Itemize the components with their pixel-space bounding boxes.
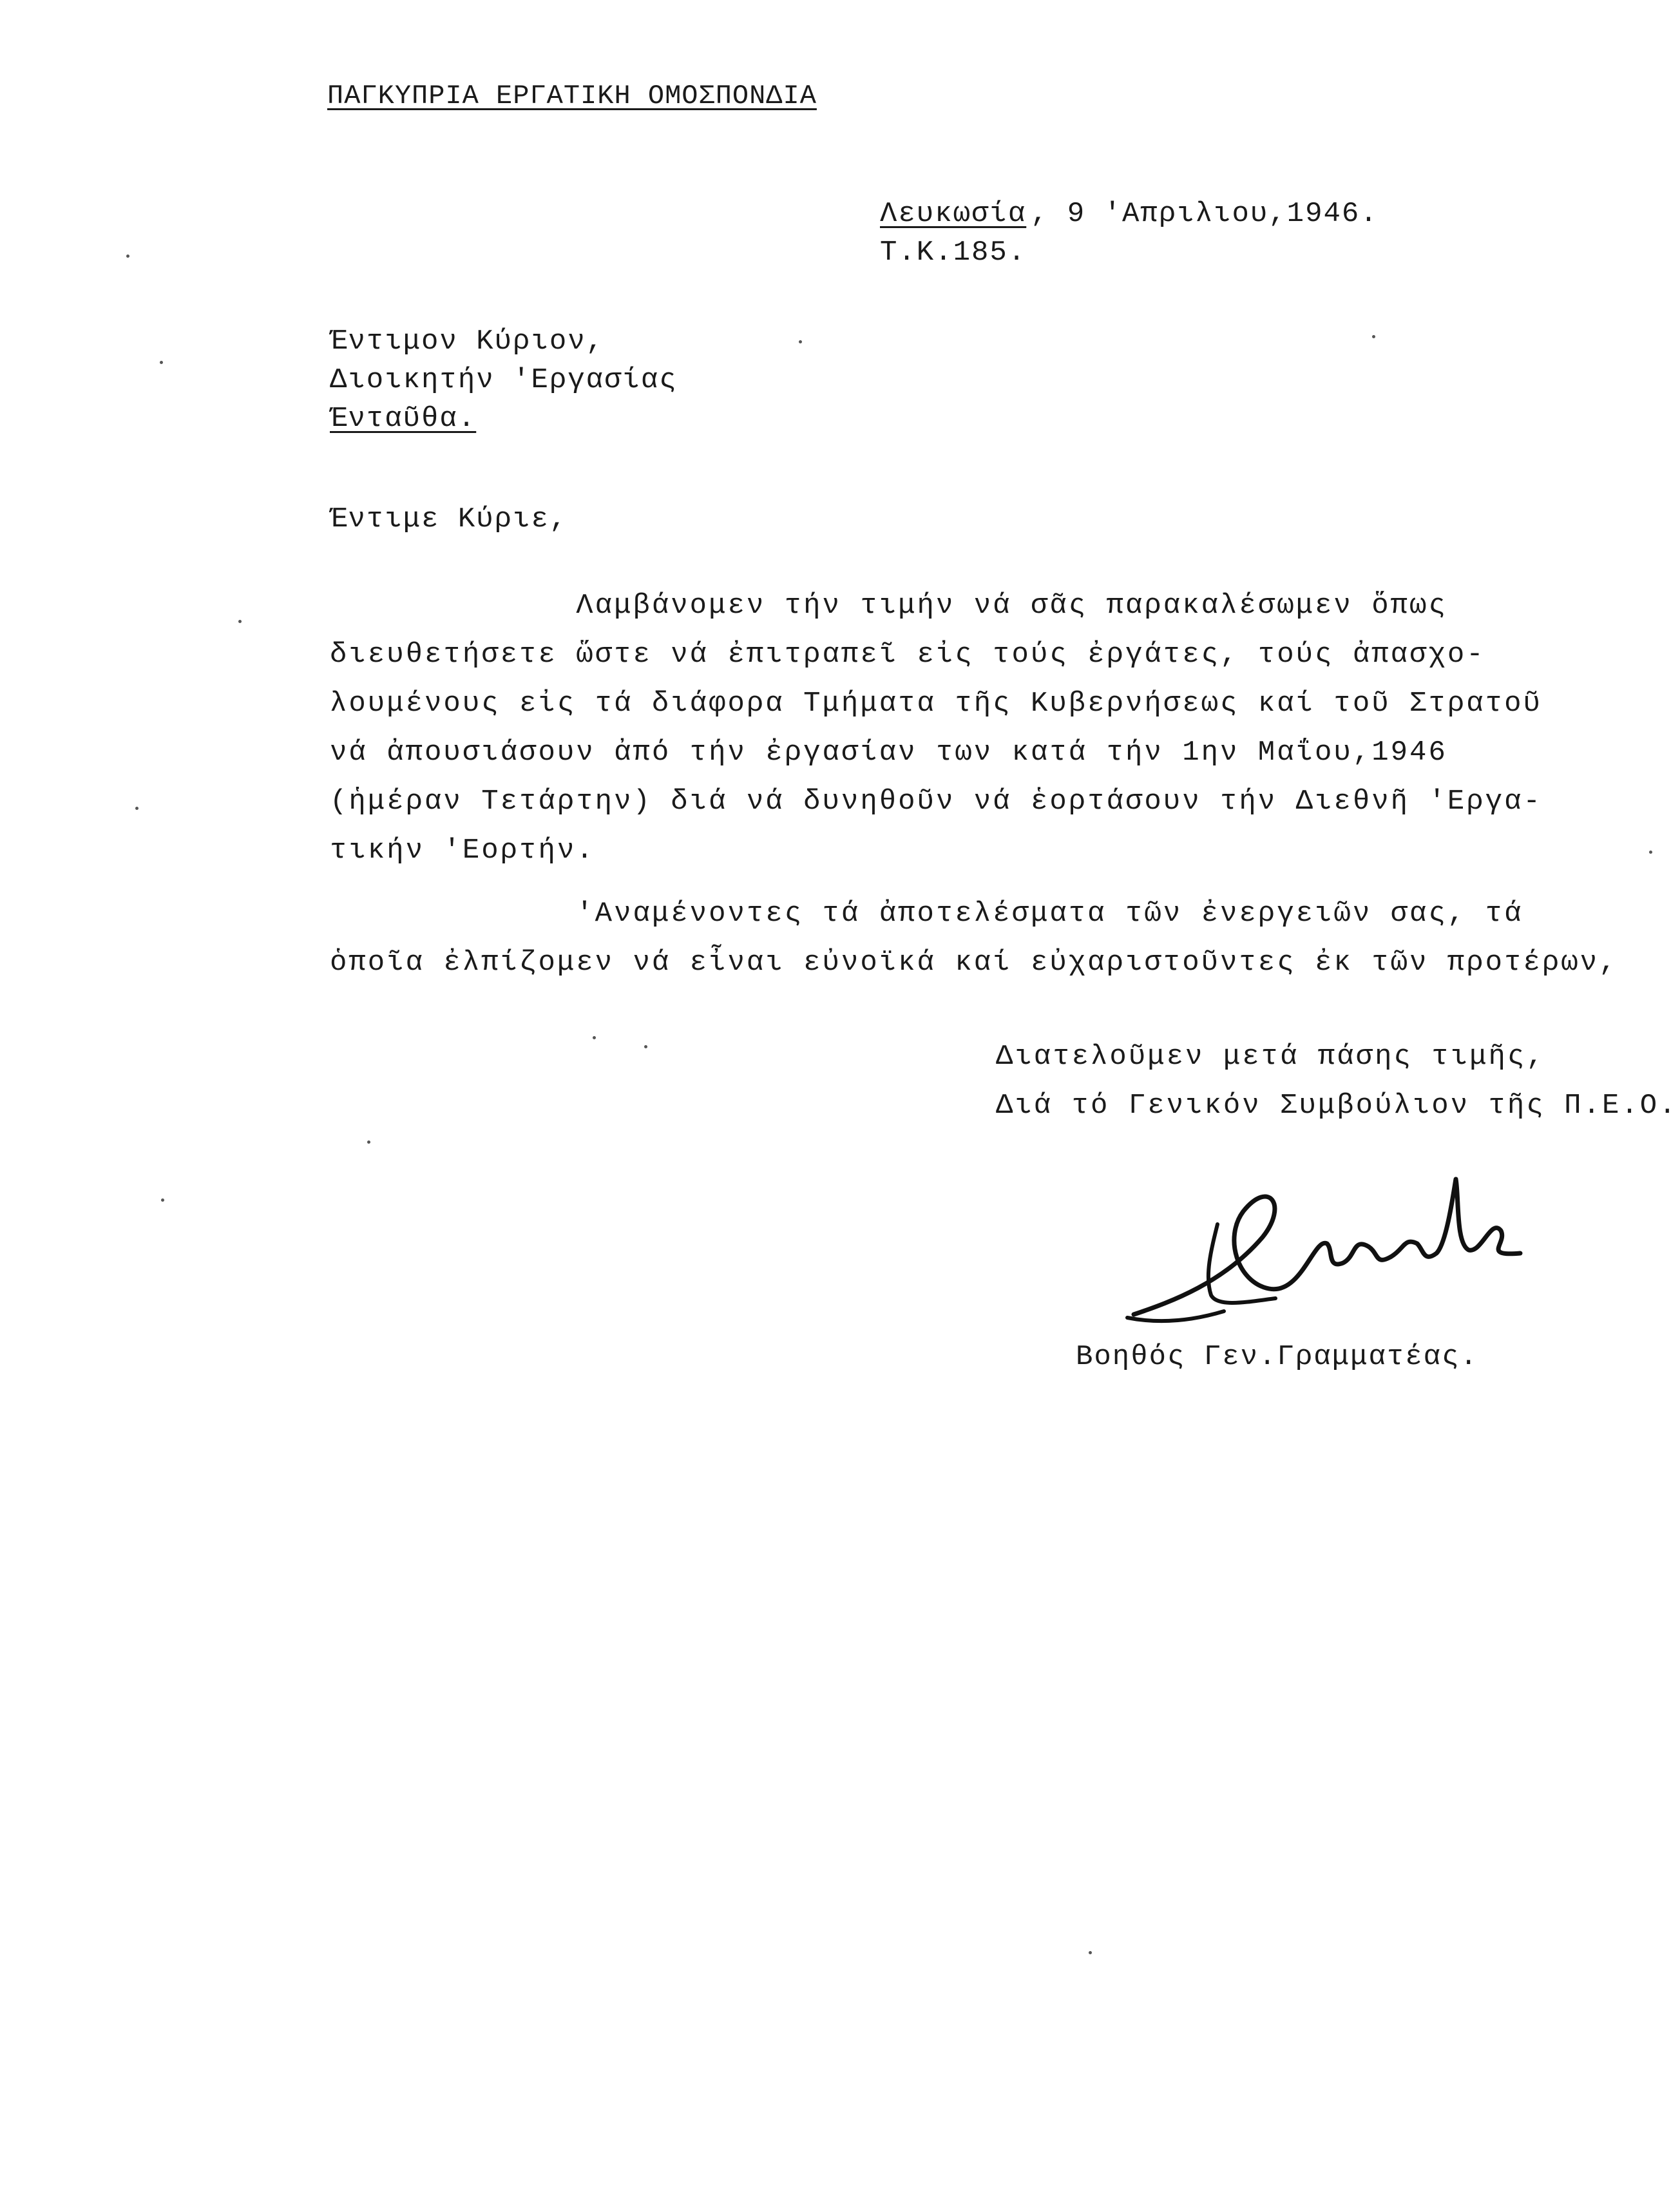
scan-speck — [593, 1036, 596, 1039]
body-line: (ἡμέραν Τετάρτην) διά νά δυνηθοῦν νά ἑορτάσουν τήν Διεθνῆ 'Εργα- — [330, 785, 1542, 818]
scan-speck — [644, 1045, 647, 1048]
address-line-3: Ένταῦθα. — [330, 403, 477, 435]
body-line: λουμένους εἰς τά διάφορα Τμήματα τῆς Κυβερνήσεως καί τοῦ Στρατοῦ — [330, 688, 1542, 720]
body-line: νά ἀπουσιάσουν ἀπό τήν ἐργασίαν των κατά τήν 1ην Μαΐου,1946 — [330, 736, 1447, 769]
closing-line-1: Διατελοῦμεν μετά πάσης τιμῆς, — [996, 1041, 1545, 1073]
body-line: Λαμβάνομεν τήν τιμήν νά σᾶς παρακαλέσωμεν ὅπως — [330, 590, 1447, 622]
address-line-1: Έντιμον Κύριον, — [330, 325, 605, 358]
scan-speck — [1089, 1951, 1092, 1954]
body-line: διευθετήσετε ὥστε νά ἐπιτραπεῖ εἰς τούς ἐργάτες, τούς ἀπασχο- — [330, 639, 1485, 671]
address-line-2: Διοικητήν 'Εργασίας — [330, 364, 678, 396]
organization-title: ΠΑΓΚΥΠΡΙΑ ΕΡΓΑΤΙΚΗ ΟΜΟΣΠΟΝΔΙΑ — [327, 81, 817, 111]
closing-line-2: Διά τό Γενικόν Συμβούλιον τῆς Π.Ε.Ο. — [996, 1090, 1678, 1122]
scan-speck — [238, 620, 242, 623]
scan-speck — [161, 1198, 164, 1202]
body-line: τικήν 'Εορτήν. — [330, 834, 595, 867]
body-line: ὁποῖα ἐλπίζομεν νά εἶναι εὐνοϊκά καί εὐχαριστοῦντες ἐκ τῶν προτέρων, — [330, 947, 1618, 979]
body-line: 'Αναμένοντες τά ἀποτελέσματα τῶν ἐνεργειῶν σας, τά — [330, 898, 1523, 930]
salutation: Έντιμε Κύριε, — [330, 503, 568, 535]
scan-speck — [799, 340, 802, 343]
scan-speck — [160, 361, 163, 364]
scan-speck — [1372, 335, 1375, 338]
handwritten-signature — [1121, 1140, 1533, 1347]
reference-number: Τ.Κ.185. — [880, 236, 1027, 269]
date-place: Λευκωσία — [880, 198, 1027, 230]
date-text: , 9 'Απριλιου,1946. — [1031, 198, 1379, 230]
scan-speck — [1649, 851, 1652, 854]
scan-speck — [367, 1140, 370, 1144]
signature-role: Βοηθός Γεν.Γραμματέας. — [1076, 1341, 1478, 1373]
scan-speck — [135, 807, 138, 810]
scan-speck — [126, 255, 129, 258]
